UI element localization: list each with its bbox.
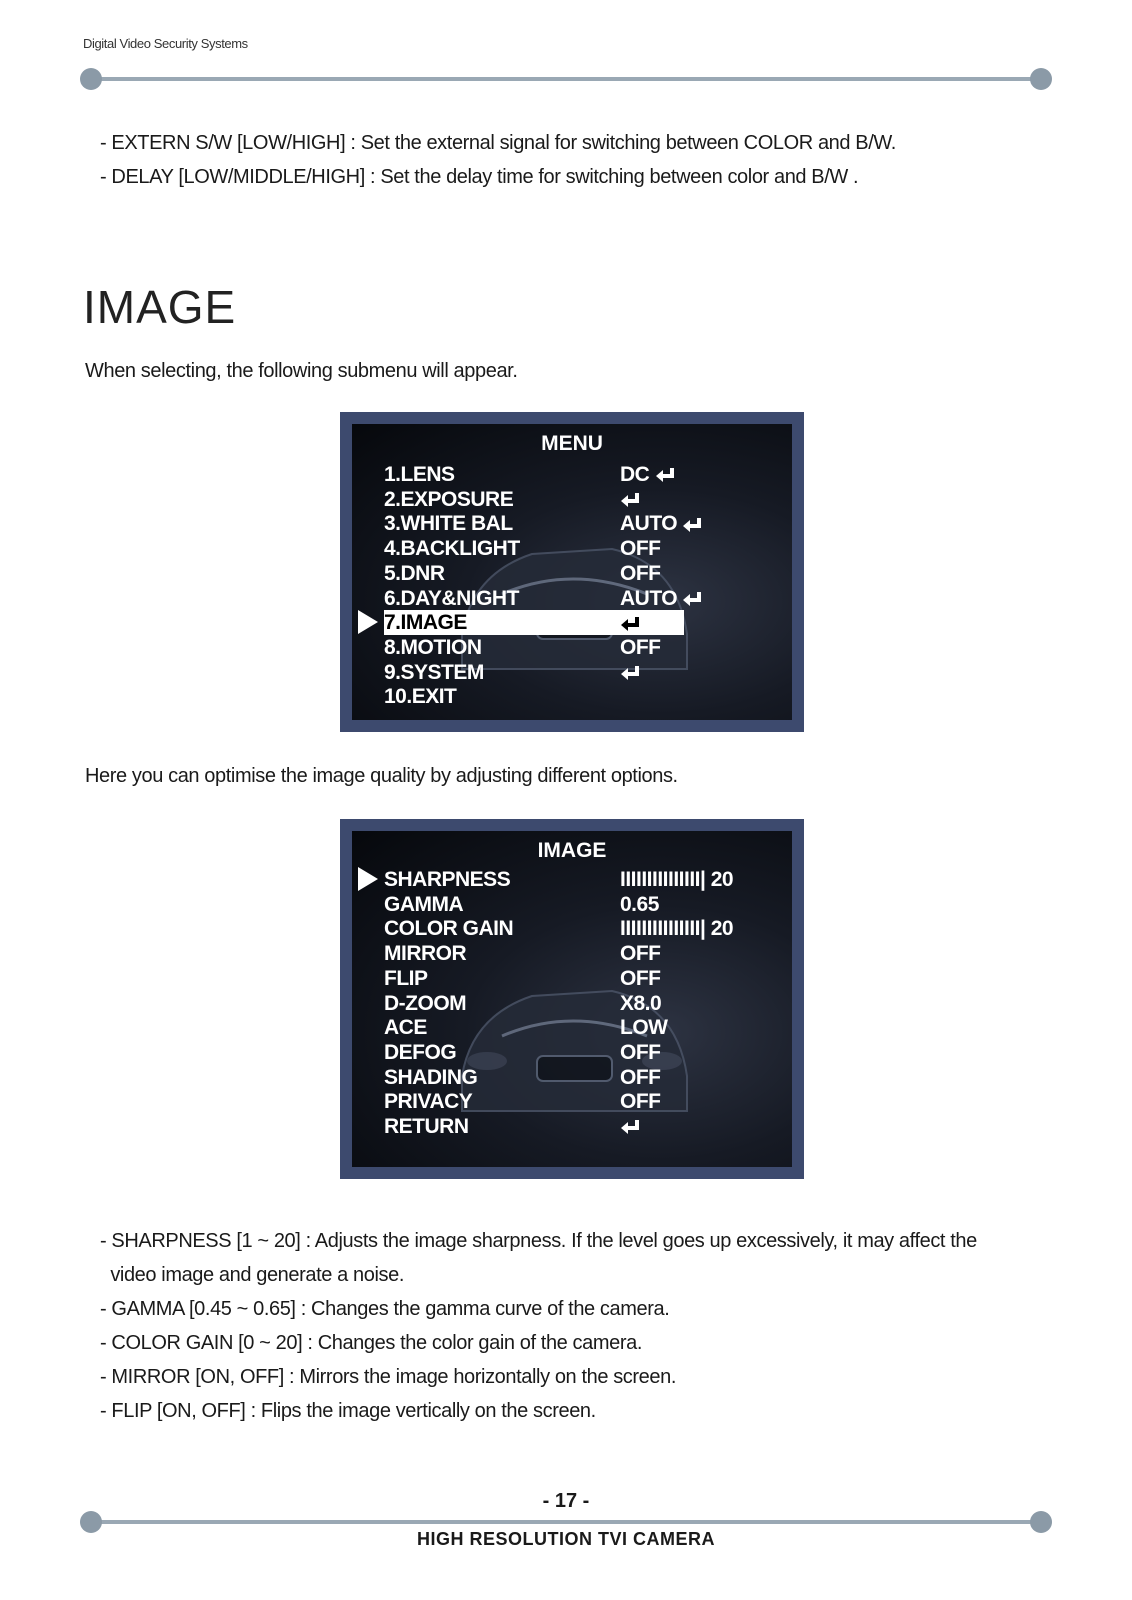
menu-osd-item (384, 635, 684, 660)
image-osd-item (384, 1089, 684, 1114)
menu-osd-item-value: OFF (620, 561, 661, 585)
image-osd-item-label: ACE (384, 1016, 427, 1040)
menu-osd-item (384, 561, 684, 586)
menu-osd-item (384, 684, 684, 709)
menu-osd-screenshot (340, 412, 804, 732)
image-osd-item (384, 892, 684, 917)
enter-arrow-icon (677, 587, 704, 610)
image-osd-item-value: 0.65 (620, 892, 659, 916)
selection-cursor-icon (358, 610, 378, 634)
bullet-gamma: - GAMMA [0.45 ~ 0.65] : Changes the gamma curve of the camera. (100, 1298, 670, 1320)
image-osd-item-label: RETURN (384, 1115, 469, 1138)
top-bullet-list (100, 126, 896, 194)
image-osd-item-label: PRIVACY (384, 1090, 473, 1114)
menu-osd-item-label: 10.EXIT (384, 685, 457, 709)
image-osd-item (384, 1114, 684, 1139)
menu-osd-item-label: 3.WHITE BAL (384, 512, 513, 536)
image-osd-item-label: SHARPNESS (384, 868, 511, 891)
options-paragraph: Here you can optimise the image quality by adjusting different options. (85, 765, 678, 787)
section-title: IMAGE (83, 281, 237, 333)
image-osd-title: IMAGE (537, 839, 607, 862)
image-osd-screenshot (340, 819, 804, 1179)
image-osd-item (384, 867, 734, 892)
menu-osd-item (384, 660, 684, 685)
menu-osd-item (384, 610, 684, 635)
enter-arrow-icon (649, 463, 676, 486)
menu-osd-item-label: 8.MOTION (384, 635, 482, 659)
running-header: Digital Video Security Systems (83, 36, 248, 51)
image-osd-item-value: OFF (620, 966, 661, 990)
image-osd-item (384, 916, 734, 941)
menu-osd-item-value: OFF (620, 537, 661, 561)
image-osd-item-value: OFF (620, 942, 661, 966)
bullet-extern-sw: - EXTERN S/W [LOW/HIGH] : Set the external signal for switching between COLOR and B/W. (100, 132, 896, 154)
selection-cursor-icon (358, 867, 378, 891)
header-rule-right-dot (1030, 68, 1052, 90)
footer-product-name: HIGH RESOLUTION TVI CAMERA (416, 1529, 715, 1549)
image-osd-item (384, 1015, 684, 1040)
image-osd-item-value: OFF (620, 1040, 661, 1064)
image-osd-item-value: LOW (620, 1016, 668, 1040)
enter-arrow-icon (677, 512, 704, 535)
bullet-color-gain: - COLOR GAIN [0 ~ 20] : Changes the color gain of the camera. (100, 1332, 642, 1354)
menu-osd-item-value: OFF (620, 635, 661, 659)
menu-osd-title: MENU (541, 432, 603, 455)
enter-arrow-icon (620, 1115, 642, 1138)
image-osd-item (384, 1065, 684, 1090)
image-osd-item-label: MIRROR (384, 942, 467, 966)
image-osd-item-value: OFF (620, 1065, 661, 1089)
image-osd-item-value: OFF (620, 1090, 661, 1114)
header-rule-left-dot (80, 68, 102, 90)
menu-osd-item-label: 2.EXPOSURE (384, 487, 514, 511)
image-osd-item (384, 941, 684, 966)
menu-osd-item-label: 1.LENS (384, 463, 455, 486)
menu-osd-item-label: 6.DAY&NIGHT (384, 586, 519, 610)
menu-osd-item-label: 5.DNR (384, 561, 445, 585)
menu-osd-item-label: 4.BACKLIGHT (384, 537, 520, 561)
image-osd-item-value: IIIIIIIIIIIIIII| 20 (620, 917, 734, 941)
menu-osd-item (384, 487, 684, 512)
menu-osd-item (384, 511, 684, 536)
enter-arrow-icon (620, 661, 642, 684)
image-osd-screen (352, 831, 792, 1167)
bullet-sharpness-cont: video image and generate a noise. (100, 1264, 404, 1286)
menu-osd-item (384, 536, 684, 561)
menu-osd-item-label: 9.SYSTEM (384, 660, 484, 684)
bullet-flip: - FLIP [ON, OFF] : Flips the image vertically on the screen. (100, 1400, 596, 1422)
page-number: - 17 - (542, 1490, 590, 1512)
enter-arrow-icon (620, 611, 642, 634)
image-osd-item-label: FLIP (384, 966, 428, 990)
bullet-sharpness: - SHARPNESS [1 ~ 20] : Adjusts the image sharpness. If the level goes up excessively, it may affect the (100, 1230, 977, 1252)
image-osd-item-label: GAMMA (384, 892, 464, 916)
bottom-bullet-list (100, 1224, 977, 1428)
bullet-mirror: - MIRROR [ON, OFF] : Mirrors the image horizontally on the screen. (100, 1366, 676, 1388)
image-osd-item-label: DEFOG (384, 1040, 457, 1064)
intro-paragraph: When selecting, the following submenu will appear. (85, 360, 518, 382)
image-osd-item (384, 1040, 684, 1065)
image-osd-item-label: COLOR GAIN (384, 917, 514, 941)
menu-osd-item (384, 586, 684, 611)
menu-osd-item-value: AUTO (620, 512, 678, 536)
menu-osd-item-label: 7.IMAGE (384, 611, 467, 635)
menu-osd-item-value: AUTO (620, 586, 678, 610)
image-osd-item (384, 991, 684, 1016)
image-osd-item-label: SHADING (384, 1065, 478, 1089)
image-osd-item-label: D-ZOOM (384, 991, 467, 1015)
image-osd-item (384, 966, 684, 991)
image-osd-item-value: IIIIIIIIIIIIIII| 20 (620, 868, 734, 891)
header-rule (92, 77, 1042, 81)
menu-osd-item-value: DC (620, 463, 650, 486)
menu-osd-item (384, 462, 684, 487)
image-osd-item-value: X8.0 (620, 991, 662, 1015)
footer-rule (92, 1520, 1042, 1524)
enter-arrow-icon (620, 488, 642, 511)
bullet-delay: - DELAY [LOW/MIDDLE/HIGH] : Set the delay time for switching between color and B/W . (100, 166, 859, 188)
menu-osd-screen (352, 424, 792, 720)
